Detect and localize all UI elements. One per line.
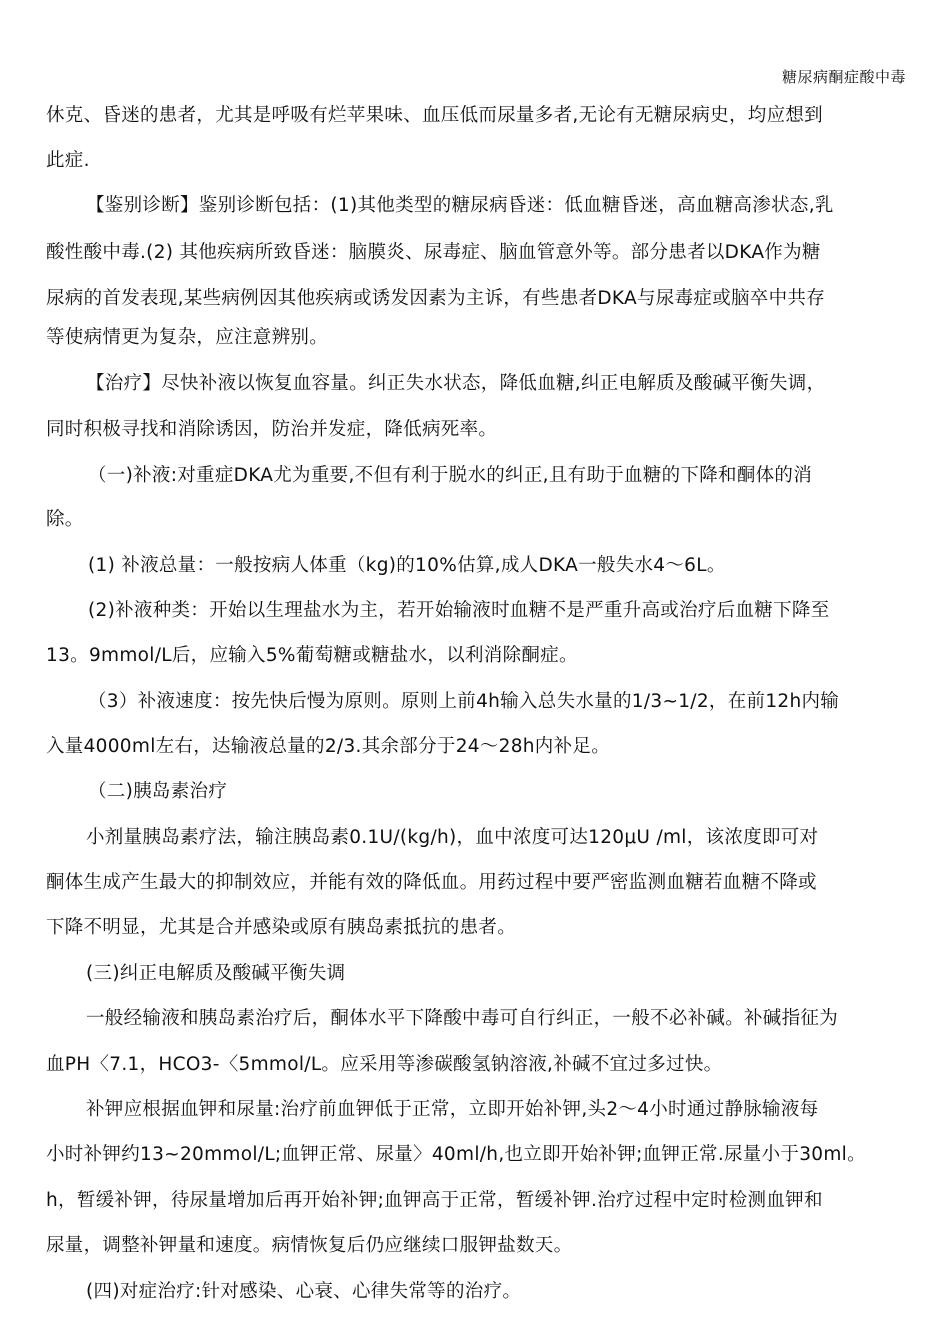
text-line: 休克、昏迷的患者，尤其是呼吸有烂苹果味、血压低而尿量多者,无论有无糖尿病史，均应想到: [46, 105, 823, 126]
item-fluid-rate: （3）补液速度：按先快后慢为原则。原则上前4h输入总失水量的1/3~1/2，在前12h内输: [88, 691, 840, 712]
text-line: 等使病情更为复杂，应注意辨别。: [46, 327, 329, 348]
text-line: 小时补钾约13~20mmol/L;血钾正常、尿量〉40ml/h,也立即开始补钾;血钾正常.尿量小于30ml。: [46, 1144, 866, 1165]
item-total-fluid: (1) 补液总量：一般按病人体重（kg)的10%估算,成人DKA一般失水4～6L。: [88, 555, 726, 576]
text-line: 下降不明显，尤其是合并感染或原有胰岛素抵抗的患者。: [46, 917, 517, 938]
text-line: 一般经输液和胰岛素治疗后，酮体水平下降酸中毒可自行纠正，一般不必补碱。补碱指征为: [86, 1008, 839, 1029]
text-line: h，暂缓补钾，待尿量增加后再开始补钾;血钾高于正常，暂缓补钾.治疗过程中定时检测血钾和: [46, 1190, 823, 1211]
subsection-fluid-replacement: （一)补液:对重症DKA尤为重要,不但有利于脱水的纠正,且有助于血糖的下降和酮体的消: [88, 465, 813, 486]
text-line: 补钾应根据血钾和尿量:治疗前血钾低于正常，立即开始补钾,头2～4小时通过静脉输液每: [86, 1099, 819, 1120]
text-line: 同时积极寻找和消除诱因，防治并发症，降低病死率。: [46, 419, 498, 440]
running-header: 糖尿病酮症酸中毒: [781, 68, 906, 86]
subsection-insulin: （二)胰岛素治疗: [88, 781, 228, 802]
text-line: 13。9mmol/L后，应输入5%葡萄糖或糖盐水，以利消除酮症。: [46, 645, 578, 666]
text-line: 入量4000ml左右，达输液总量的2/3.其余部分于24～28h内补足。: [46, 736, 611, 757]
text-line: 除。: [46, 509, 84, 530]
subsection-electrolytes: (三)纠正电解质及酸碱平衡失调: [86, 963, 346, 984]
text-line: 尿病的首发表现,某些病例因其他疾病或诱发因素为主诉，有些患者DKA与尿毒症或脑卒中共存: [46, 288, 825, 309]
subsection-symptomatic: (四)对症治疗:针对感染、心衰、心律失常等的治疗。: [86, 1281, 522, 1302]
text-line: 酸性酸中毒.(2) 其他疾病所致昏迷：脑膜炎、尿毒症、脑血管意外等。部分患者以DKA作为糖: [46, 242, 821, 263]
section-heading-treatment: 【治疗】尽快补液以恢复血容量。纠正失水状态，降低血糖,纠正电解质及酸碱平衡失调，: [86, 373, 826, 394]
text-line: 尿量，调整补钾量和速度。病情恢复后仍应继续口服钾盐数天。: [46, 1235, 573, 1256]
item-fluid-type: (2)补液种类：开始以生理盐水为主，若开始输液时血糖不是严重升高或治疗后血糖下降至: [88, 600, 830, 621]
text-line: 血PH〈7.1，HCO3-〈5mmol/L。应采用等渗碳酸氢钠溶液,补碱不宜过多过快。: [46, 1054, 723, 1075]
text-line: 小剂量胰岛素疗法，输注胰岛素0.1U/(kg/h)，血中浓度可达120μU /ml，该浓度即可对: [86, 827, 819, 848]
section-heading-differential-diagnosis: 【鉴别诊断】鉴别诊断包括：(1)其他类型的糖尿病昏迷：低血糖昏迷，高血糖高渗状态,乳: [86, 195, 834, 216]
text-line: 酮体生成产生最大的抑制效应，并能有效的降低血。用药过程中要严密监测血糖若血糖不降或: [46, 872, 817, 893]
text-line: 此症.: [46, 150, 90, 171]
